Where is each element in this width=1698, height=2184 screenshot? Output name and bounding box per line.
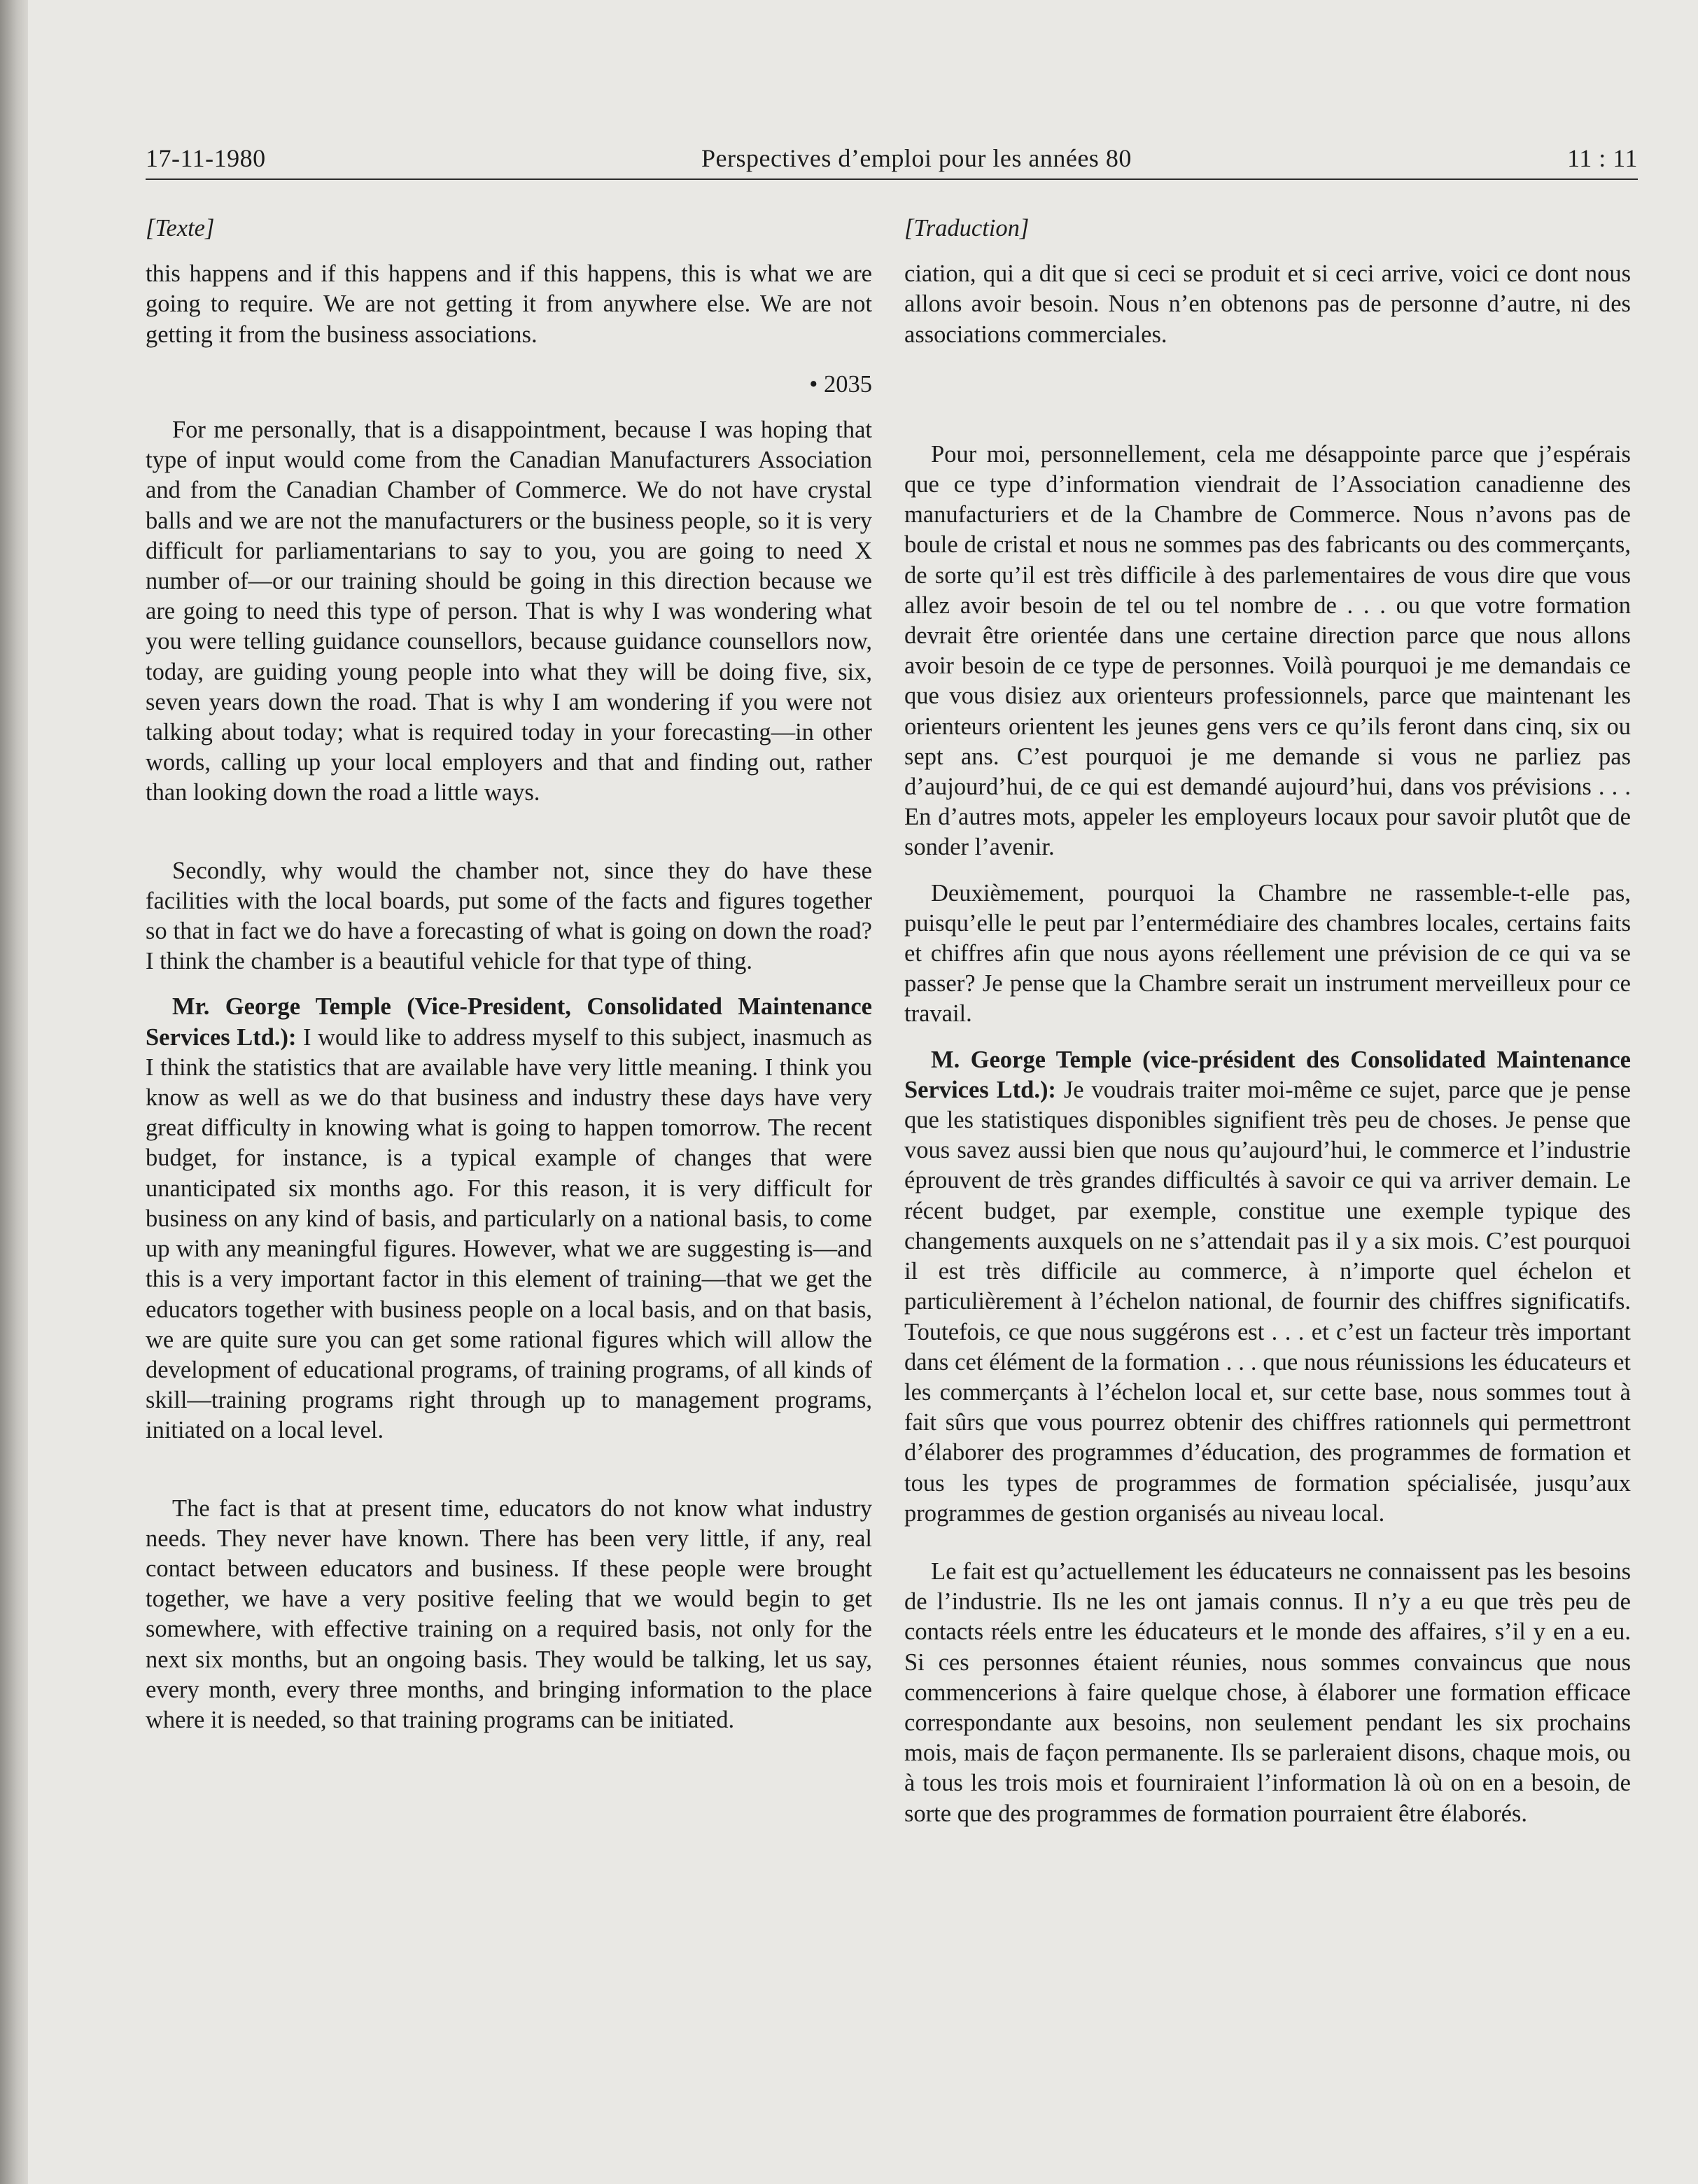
header-date: 17-11-1980 bbox=[146, 144, 266, 172]
paragraph: ciation, qui a dit que si ceci se produit et si ceci arrive, voici ce dont nous allons avoir besoin. Nous n’en obtenons pas de personne d’autre, ni des associations commerciales. bbox=[904, 260, 1631, 348]
paragraph: For me personally, that is a disappointment, because I was hoping that type of input would come from the Canadian Manufacturers Association and from the Canadian Chamber of Commerce. We do not have crystal balls and we are not the manufacturers or the business people, so it is very difficult for parliamentarians to say to you, you are going to need X number of—or our training should be going in this direction because we are going to need this type of person. That is why I was wondering what you were telling guidance counsellors, because guidance counsellors now, today, are guiding young people into what they will be doing five, six, seven years down the road. That is why I am wondering if you were not talking about today; what is required today in your forecasting—in other words, calling up your local employers and that and finding out, rather than looking down the road a little ways. bbox=[146, 416, 872, 806]
speaker-name: M. George Temple (vice-président des Consolidated Maintenance Services Ltd.): bbox=[904, 1046, 1631, 1103]
speaker-name: Mr. George Temple (Vice-President, Consolidated Maintenance Services Ltd.): bbox=[146, 993, 872, 1051]
paragraph: this happens and if this happens and if this happens, this is what we are going to require. We are not getting it from anywhere else. We are not getting it from the business associations. bbox=[146, 260, 872, 348]
paragraph: Pour moi, personnellement, cela me désappointe parce que j’espérais que ce type d’information viendrait de l’Association canadienne des manufacturiers et de la Chambre de Commerce. Nous n’avons pas de boule de cristal et nous ne sommes pas des fabricants ou des commerçants, de sorte qu’il est très difficile à des parlementaires de vous dire que vous allez avoir besoin de tel ou tel nombre de . . . ou que votre formation devrait être orientée dans une certaine direction parce que nous allons avoir besoin de ce type de personnes. Voilà pourquoi je me demandais ce que vous disiez aux orienteurs professionnels, parce que maintenant les orienteurs orientent les jeunes gens vers ce qu’ils feront dans cinq, six ou sept ans. C’est pourquoi je me demande si vous ne parliez pas d’aujourd’hui, de ce qui est demandé aujourd’hui, dans vos prévisions . . . En d’autres mots, appeler les employeurs locaux pour savoir plutôt que de sonder l’avenir. bbox=[904, 440, 1631, 861]
speaker-paragraph bbox=[904, 1045, 1631, 1529]
column-label-traduction: [Traduction] bbox=[904, 215, 1030, 241]
paragraph: The fact is that at present time, educators do not know what industry needs. They never have known. There has been very little, if any, real contact between educators and business. If these people were brought together, we have a very positive feeling that we would begin to get somewhere, with effective training on a required basis, not only for the next six months, but an ongoing basis. They would be talking, let us say, every month, every three months, and bringing information to the place where it is needed, so that training programs can be initiated. bbox=[146, 1494, 872, 1733]
french-column bbox=[904, 214, 1631, 1829]
time-marker: • 2035 bbox=[809, 370, 872, 398]
book-spine-shadow bbox=[0, 0, 28, 2184]
paragraph: Deuxièmement, pourquoi la Chambre ne rassemble-t-elle pas, puisqu’elle le peut par l’entermédiaire des chambres locales, certains faits et chiffres afin que nous ayons réellement une prévision de ce qui va se passer? Je pense que la Chambre serait un instrument merveilleux pour ce travail. bbox=[904, 879, 1631, 1028]
column-label-text: [Texte] bbox=[146, 215, 215, 241]
english-column bbox=[146, 214, 872, 1735]
speaker-text: I would like to address myself to this subject, inasmuch as I think the statistics that are available have very little meaning. I think you know as well as we do that business and industry these days have very great difficulty in knowing what is going to happen tomorrow. The recent budget, for instance, is a typical example of changes that were unanticipated six months ago. For this reason, it is very difficult for business on any kind of basis, and particularly on a national basis, to come up with any meaningful figures. However, what we are suggesting is—and this is a very important factor in this element of training—that we get the educators together with business people on a local basis, and on that basis, we are quite sure you can get some rational figures which will allow the development of educational programs, of training programs, of all kinds of skill—training programs right through up to management programs, initiated on a local level. bbox=[146, 1023, 872, 1444]
running-header bbox=[146, 144, 1638, 173]
paragraph: Secondly, why would the chamber not, since they do have these facilities with the local boards, put some of the facts and figures together so that in fact we do have a forecasting of what is going on down the road? I think the chamber is a beautiful vehicle for that type of thing. bbox=[146, 857, 872, 975]
header-rule bbox=[146, 178, 1638, 180]
header-page-ref: 11 : 11 bbox=[1567, 144, 1638, 172]
paragraph: Le fait est qu’actuellement les éducateurs ne connaissent pas les besoins de l’industrie. Ils ne les ont jamais connus. Il n’y a eu que très peu de contacts réels entre les éducateurs et le monde des affaires, s’il y en a eu. Si ces personnes étaient réunies, nous sommes convaincus que nous commencerions à faire quelque chose, à élaborer une formation efficace correspondante aux besoins, non seulement pendant les six prochains mois, mais de façon permanente. Ils se parleraient disons, chaque mois, ou à tous les trois mois et fourniraient l’information là où on en a besoin, de sorte que des programmes de formation pourraient être élaborés. bbox=[904, 1558, 1631, 1827]
header-title: Perspectives d’emploi pour les années 80 bbox=[701, 144, 1132, 172]
speaker-text: Je voudrais traiter moi-même ce sujet, parce que je pense que les statistiques disponibles signifient très peu de choses. Je pense que vous savez aussi bien que nous qu’aujourd’hui, le commerce et l’industrie éprouvent de très grandes difficultés à savoir ce qui va arriver demain. Le récent budget, par exemple, constitue une exemple typique des changements auxquels on ne s’attendait pas il y a six mois. C’est pourquoi il est très difficile au commerce, à n’importe quel échelon et particulièrement à l’échelon national, de fournir des chiffres significatifs. Toutefois, ce que nous suggérons est . . . et c’est un facteur très important dans cet élément de la formation . . . que nous réunissions les éducateurs et les commerçants à l’échelon local et, sur cette base, nous sommes tout à fait sûrs que vous pourrez obtenir des chiffres rationnels qui permettront d’élaborer des programmes d’éducation, des programmes de formation et tous les types de programmes de formation spécialisée, jusqu’aux programmes de gestion organisés au niveau local. bbox=[904, 1076, 1631, 1527]
speaker-paragraph bbox=[146, 992, 872, 1446]
